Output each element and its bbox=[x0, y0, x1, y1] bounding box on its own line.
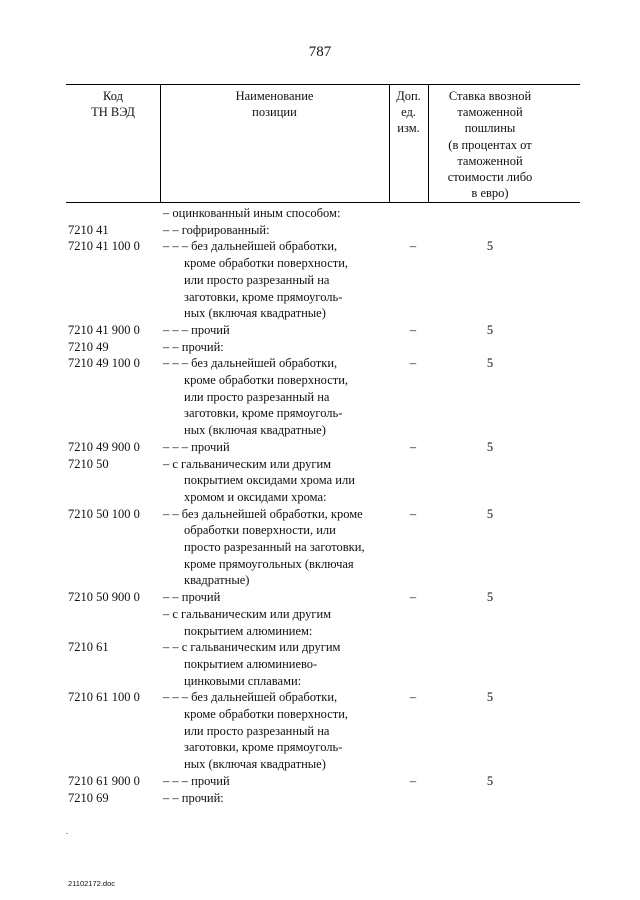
row-name bbox=[163, 222, 393, 239]
row-rate: 5 bbox=[486, 322, 494, 337]
row-name-line: или просто разрезанный на bbox=[184, 272, 330, 287]
row-unit: – bbox=[409, 773, 417, 788]
row-name-line: или просто разрезанный на bbox=[184, 723, 330, 738]
row-name-line: – оцинкованный иным способом: bbox=[163, 206, 341, 220]
header-name bbox=[160, 88, 389, 120]
row-name bbox=[163, 790, 393, 807]
row-name-line: – – – без дальнейшей обработки, bbox=[163, 356, 338, 371]
row-name-line: покрытием алюминием: bbox=[184, 623, 313, 638]
row-rate: 5 bbox=[486, 439, 494, 454]
row-name-line: – – без дальнейшей обработки, кроме bbox=[163, 506, 363, 521]
header-unit bbox=[389, 88, 428, 137]
row-code: 7210 49 900 0 bbox=[68, 439, 140, 454]
row-name-line: – – прочий bbox=[163, 590, 221, 605]
row-unit: – bbox=[409, 356, 417, 371]
header-name-line: Наименование bbox=[235, 89, 314, 103]
row-name-line: кроме обработки поверхности, bbox=[184, 707, 349, 721]
row-name-line: заготовки, кроме прямоуголь- bbox=[184, 289, 343, 304]
row-name-line: ных (включая квадратные) bbox=[184, 757, 326, 772]
row-name-line: кроме обработки поверхности, bbox=[184, 256, 349, 271]
row-unit: – bbox=[409, 322, 417, 337]
header-bottom-rule bbox=[66, 202, 580, 203]
header-unit-line: ед. bbox=[401, 105, 416, 120]
row-code: 7210 41 bbox=[68, 222, 109, 237]
row-unit: – bbox=[409, 239, 417, 254]
header-unit-line: Доп. bbox=[396, 89, 421, 103]
row-name-line: цинковыми сплавами: bbox=[184, 673, 302, 688]
row-name bbox=[163, 205, 393, 222]
row-name bbox=[163, 506, 393, 590]
row-rate: 5 bbox=[486, 590, 494, 605]
row-name-line: – с гальваническим или другим bbox=[163, 606, 332, 621]
header-rate-line: (в процентах от bbox=[448, 137, 532, 152]
row-code: 7210 41 100 0 bbox=[68, 239, 140, 254]
row-rate: 5 bbox=[486, 356, 494, 371]
row-name bbox=[163, 456, 393, 506]
header-unit-line: изм. bbox=[397, 121, 420, 136]
row-code: 7210 50 900 0 bbox=[68, 590, 140, 605]
row-rate: 5 bbox=[486, 506, 494, 521]
row-name bbox=[163, 689, 393, 773]
row-name-line: – – с гальваническим или другим bbox=[163, 640, 341, 655]
row-name-line: – – – прочий bbox=[163, 439, 230, 454]
row-code: 7210 41 900 0 bbox=[68, 322, 140, 337]
header-rate-line: в евро) bbox=[471, 186, 509, 201]
row-name-line: хромом и оксидами хрома: bbox=[184, 489, 327, 504]
row-unit: – bbox=[409, 590, 417, 605]
row-name-line: квадратные) bbox=[184, 573, 250, 588]
row-name-line: просто разрезанный на заготовки, bbox=[184, 540, 365, 554]
row-name-line: ных (включая квадратные) bbox=[184, 306, 326, 321]
scan-speck bbox=[66, 833, 68, 834]
row-code: 7210 61 900 0 bbox=[68, 773, 140, 788]
row-name-line: – – – прочий bbox=[163, 322, 230, 337]
row-name-line: заготовки, кроме прямоуголь- bbox=[184, 406, 343, 421]
header-code-line: ТН ВЭД bbox=[91, 105, 135, 120]
row-code: 7210 61 100 0 bbox=[68, 690, 140, 705]
row-name-line: – с гальваническим или другим bbox=[163, 456, 332, 471]
header-code bbox=[66, 88, 160, 120]
row-code: 7210 69 bbox=[68, 790, 109, 805]
header-rate-line: стоимости либо bbox=[447, 170, 533, 185]
row-name-line: – – – без дальнейшей обработки, bbox=[163, 690, 338, 705]
row-name bbox=[163, 639, 393, 689]
header-code-line: Код bbox=[103, 89, 123, 103]
row-rate: 5 bbox=[486, 690, 494, 705]
row-name-line: покрытием алюминиево- bbox=[184, 656, 318, 671]
header-name-line: позиции bbox=[252, 105, 297, 120]
table-top-rule bbox=[66, 84, 580, 85]
header-rate-line: таможенной bbox=[457, 153, 523, 168]
row-name-line: кроме прямоугольных (включая bbox=[184, 556, 354, 571]
row-code: 7210 50 bbox=[68, 456, 109, 471]
header-rate-line: Ставка ввозной bbox=[448, 89, 532, 103]
row-rate: 5 bbox=[486, 773, 494, 788]
row-unit: – bbox=[409, 506, 417, 521]
row-name bbox=[163, 439, 393, 456]
page-number: 787 bbox=[308, 44, 332, 60]
row-name bbox=[163, 589, 393, 606]
header-rate-line: пошлины bbox=[464, 121, 516, 136]
header-rate bbox=[428, 88, 552, 201]
row-code: 7210 50 100 0 bbox=[68, 506, 140, 521]
row-code: 7210 61 bbox=[68, 640, 109, 655]
row-code: 7210 49 100 0 bbox=[68, 356, 140, 371]
row-rate: 5 bbox=[486, 239, 494, 254]
row-name-line: или просто разрезанный на bbox=[184, 389, 330, 404]
footer-filename: 21102172.doc bbox=[68, 879, 115, 888]
header-rate-line: таможенной bbox=[457, 105, 523, 120]
row-name-line: – – – прочий bbox=[163, 773, 230, 788]
row-name bbox=[163, 355, 393, 439]
row-name bbox=[163, 339, 393, 356]
row-name bbox=[163, 606, 393, 639]
row-name-line: – – – без дальнейшей обработки, bbox=[163, 239, 338, 254]
row-name-line: кроме обработки поверхности, bbox=[184, 373, 349, 387]
row-name-line: заготовки, кроме прямоуголь- bbox=[184, 740, 343, 755]
row-name bbox=[163, 238, 393, 322]
row-name-line: ных (включая квадратные) bbox=[184, 423, 326, 438]
row-unit: – bbox=[409, 439, 417, 454]
row-name-line: – – прочий: bbox=[163, 339, 224, 354]
row-unit: – bbox=[409, 690, 417, 705]
row-name-line: покрытием оксидами хрома или bbox=[184, 473, 355, 488]
row-name-line: – – гофрированный: bbox=[163, 222, 270, 237]
row-name bbox=[163, 773, 393, 790]
row-name bbox=[163, 322, 393, 339]
row-code: 7210 49 bbox=[68, 339, 109, 354]
row-name-line: – – прочий: bbox=[163, 790, 224, 805]
row-name-line: обработки поверхности, или bbox=[184, 523, 336, 538]
